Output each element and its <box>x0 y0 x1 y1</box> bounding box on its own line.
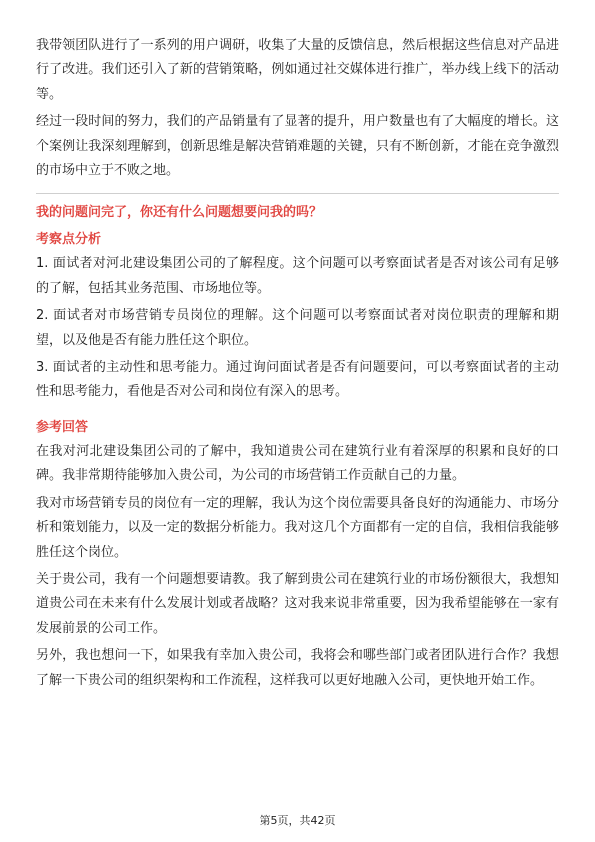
analysis-item: 2. 面试者对市场营销专员岗位的理解。这个问题可以考察面试者对岗位职责的理解和期望，以及他是否有能力胜任这个职位。 <box>36 308 559 348</box>
reference-paragraph: 另外，我也想问一下，如果我有幸加入贵公司，我将会和哪些部门或者团队进行合作？我想了解一下贵公司的组织架构和工作流程，这样我可以更好地融入公司，更快地开始工作。 <box>36 648 559 688</box>
body-paragraph: 我带领团队进行了一系列的用户调研，收集了大量的反馈信息，然后根据这些信息对产品进行了改进。我们还引入了新的营销策略，例如通过社交媒体进行推广，举办线上线下的活动等。 <box>36 38 559 102</box>
body-paragraph: 经过一段时间的努力，我们的产品销量有了显著的提升，用户数量也有了大幅度的增长。这个案例让我深刻理解到，创新思维是解决营销难题的关键，只有不断创新，才能在竞争激烈的市场中立于不败之地。 <box>36 114 559 179</box>
reference-paragraph: 我对市场营销专员的岗位有一定的理解，我认为这个岗位需要具备良好的沟通能力、市场分析和策划能力，以及一定的数据分析能力。我对这几个方面都有一定的自信，我相信我能够胜任这个岗位。 <box>36 495 559 560</box>
analysis-heading: 考察点分析 <box>36 232 102 248</box>
reference-heading: 参考回答 <box>36 419 89 435</box>
analysis-item: 1. 面试者对河北建设集团公司的了解程度。这个问题可以考察面试者是否对该公司有足够的了解，包括其业务范围、市场地位等。 <box>36 256 559 296</box>
reference-paragraph: 关于贵公司，我有一个问题想要请教。我了解到贵公司在建筑行业的市场份额很大，我想知道贵公司在未来有什么发展计划或者战略？这对我来说非常重要，因为我希望能够在一家有发展前景的公司工作。 <box>36 571 559 636</box>
section-divider <box>36 193 559 194</box>
page-number-footer: 第5页，共42页 <box>259 814 336 827</box>
document-page <box>36 34 559 696</box>
reference-paragraph: 在我对河北建设集团公司的了解中，我知道贵公司在建筑行业有着深厚的积累和良好的口碑。我非常期待能够加入贵公司，为公司的市场营销工作贡献自己的力量。 <box>36 443 559 484</box>
analysis-item: 3. 面试者的主动性和思考能力。通过询问面试者是否有问题要问，可以考察面试者的主动性和思考能力，看他是否对公司和岗位有深入的思考。 <box>36 360 559 400</box>
interview-question: 我的问题问完了，你还有什么问题想要问我的吗？ <box>36 205 323 221</box>
